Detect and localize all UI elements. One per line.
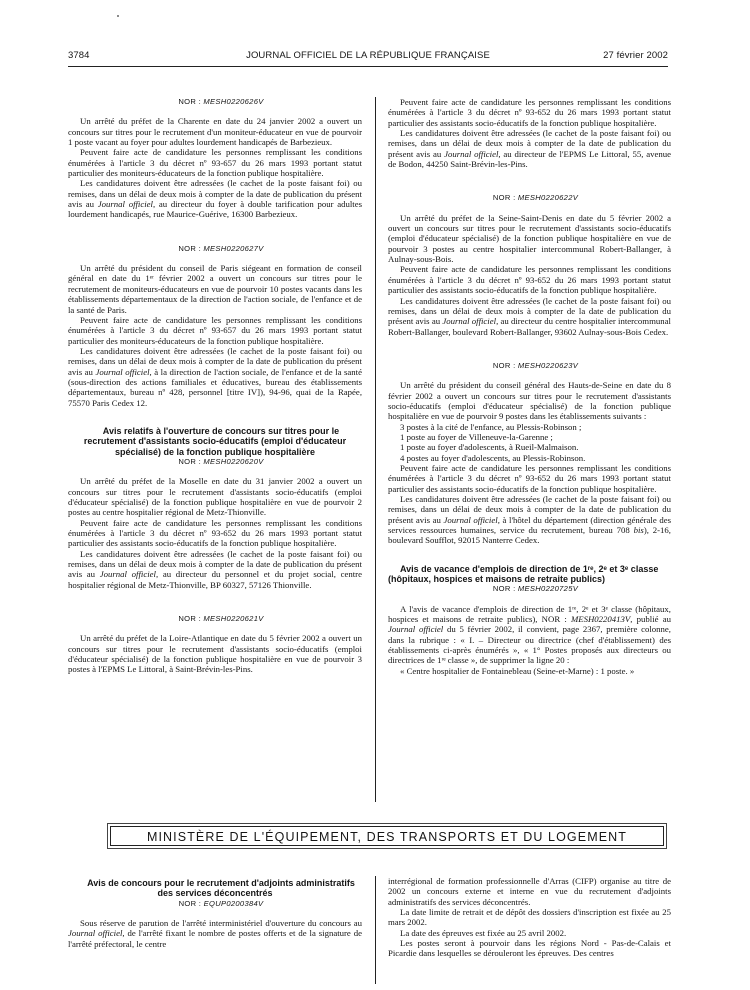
- issue-date: 27 février 2002: [603, 50, 668, 61]
- section-heading: Avis de vacance d'emplois de direction de 1ʳᵉ, 2ᵉ et 3ᵉ classe (hôpitaux, hospices et maisons de retraite publics): [388, 563, 659, 585]
- bottom-left-column: [68, 878, 362, 949]
- ministry-banner: MINISTÈRE DE L'ÉQUIPEMENT, DES TRANSPORTS ET DU LOGEMENT: [110, 826, 664, 846]
- paragraph: Les candidatures doivent être adressées (le cachet de la poste faisant foi) ou remises, dans un délai de deux mois à compter de la date de publication du présent avis au Journal officiel, au directeur du centre hospitalier intercommunal Robert-Ballanger, boulevard Robert-Ballanger, 93602 Aulnay-sous-Bois Cedex.: [388, 295, 671, 337]
- nor-reference: NOR : MESH0220725V: [492, 584, 579, 594]
- left-column: [68, 97, 362, 675]
- paragraph: Les candidatures doivent être adressées (le cachet de la poste faisant foi) ou remises, dans un délai de deux mois à compter de la date de publication du présent avis au Journal officiel, au directeur du foyer à double tarification pour adultes lourdement handicapés, rue Maurice-Guérive, 16300 Barbezieux.: [68, 178, 362, 220]
- nor-reference: NOR : MESH0220620V: [178, 456, 264, 466]
- section-heading: Avis relatifs à l'ouverture de concours sur titres pour le recrutement d'assistants socio-éducatifs (emploi d'éducateur spécialisé) de la fonction publique hospitalière: [83, 425, 347, 457]
- nor-reference: NOR : MESH0220621V: [178, 613, 264, 623]
- paragraph: Les candidatures doivent être adressées (le cachet de la poste faisant foi) ou remises, dans un délai de deux mois à compter de la date de publication du présent avis au Journal officiel, à la direction de l'action sociale, de l'enfance et de la santé (sous-direction des actions familiales et éducatives, bureau des établissements départementaux, bureau nº 428, personnel [titre IV]), 94-96, quai de la Rapée, 75570 Paris Cedex 12.: [68, 345, 362, 408]
- bottom-right-column: [388, 876, 671, 959]
- paragraph: Peuvent faire acte de candidature les personnes remplissant les conditions énumérées à l'article 3 du décret nº 93-652 du 26 mars 1993 portant statut particulier des assistants socio-éducatifs de la fonction publique hospitalière.: [68, 517, 362, 549]
- paragraph: Un arrêté du préfet de la Loire-Atlantique en date du 5 février 2002 a ouvert un concours sur titres pour le recrutement d'assistants socio-éducatifs (emploi d'éducateur spécialisé) de la fonction publique hospitalière en vue de pourvoir 3 postes à l'EPMS Le Littoral, à Saint-Brévin-les-Pins.: [68, 633, 362, 675]
- paragraph: Un arrêté du président du conseil général des Hauts-de-Seine en date du 8 février 2002 a ouvert un concours sur titres pour le recrutement d'assistants socio-éducatifs (emploi d'éducateur spécialisé) de la fonction publique hospitalière en vue de pourvoir 9 postes dans les établissements suivants :: [388, 380, 671, 422]
- paragraph: Peuvent faire acte de candidature les personnes remplissant les conditions énumérées à l'article 3 du décret nº 93-657 du 26 mars 1993 portant statut particulier des moniteurs-éducateurs de la fonction publique hospitalière.: [68, 314, 362, 346]
- column-divider: [375, 97, 376, 802]
- section-heading: Avis de concours pour le recrutement d'adjoints administratifs des services déconcentrés: [87, 878, 355, 899]
- nor-reference: NOR : MESH0220627V: [178, 243, 264, 253]
- header-rule: [68, 66, 668, 67]
- paragraph: A l'avis de vacance d'emplois de direction de 1ʳᵉ, 2ᵉ et 3ᵉ classe (hôpitaux, hospices et maisons de retraite publics), NOR : MESH0220413V, publié au Journal officiel du 5 février 2002, il convient, page 2367, première colonne, dans la rubrique : « I. – Directeur ou directrice (chef d'établissement) des établissements ci-après énumérés », « 1° Postes proposés aux directeurs ou directrices de 1ʳᵉ classe », de supprimer la ligne 20 :: [388, 603, 671, 666]
- paragraph: Peuvent faire acte de candidature les personnes remplissant les conditions énumérées à l'article 3 du décret nº 93-652 du 26 mars 1993 portant statut particulier des assistants socio-éducatifs de la fonction publique hospitalière.: [388, 97, 671, 128]
- scan-dot: [117, 15, 119, 17]
- nor-reference: NOR : EQUP0200384V: [178, 898, 264, 908]
- column-divider: [375, 876, 376, 984]
- paragraph: Peuvent faire acte de candidature les personnes remplissant les conditions énumérées à l'article 3 du décret nº 93-657 du 26 mars 1993 portant statut particulier des moniteurs-éducateurs de la fonction publique hospitalière.: [68, 147, 362, 179]
- page-number: 3784: [68, 50, 90, 61]
- paragraph: interrégional de formation professionnelle d'Arras (CIFP) organise au titre de 2002 un concours externe et interne en vue du recrutement d'adjoints administratifs des services déconcentrés.: [388, 876, 671, 907]
- paragraph: Un arrêté du président du conseil de Paris siégeant en formation de conseil général en date du 1ᵉʳ février 2002 a ouvert un concours sur titres pour le recrutement de moniteurs-éducateurs en vue de pourvoir 10 postes vacants dans les établissements départementaux de la direction de l'action sociale, de l'enfance et de la santé de Paris.: [68, 263, 362, 315]
- paragraph: Les candidatures doivent être adressées (le cachet de la poste faisant foi) ou remises, dans un délai de deux mois à compter de la date de publication du présent avis au Journal officiel, à l'hôtel du département (direction générale des services ressources humaines, service du recrutement, bureau 708 bis), 2-16, boulevard Soufflot, 92015 Nanterre Cedex.: [388, 494, 671, 546]
- right-column: [388, 97, 671, 676]
- paragraph: Peuvent faire acte de candidature les personnes remplissant les conditions énumérées à l'article 3 du décret nº 93-652 du 26 mars 1993 portant statut particulier des assistants socio-éducatifs de la fonction publique hospitalière.: [388, 264, 671, 296]
- paragraph: Un arrêté du préfet de la Seine-Saint-Denis en date du 5 février 2002 a ouvert un concours sur titres pour le recrutement d'assistants socio-éducatifs (emploi d'éducateur spécialisé) de la fonction publique hospitalière en vue de pourvoir 3 postes au centre hospitalier intercommunal Robert-Ballanger, à Aulnay-sous-Bois.: [388, 212, 671, 265]
- list-item: 1 poste au foyer d'adolescents, à Rueil-Malmaison.: [400, 442, 579, 453]
- paragraph: Les candidatures doivent être adressées (le cachet de la poste faisant foi) ou remises, dans un délai de deux mois à compter de la date de publication du présent avis au Journal officiel, au directeur de l'EPMS Le Littoral, 55, avenue de Bodon, 44250 Saint-Brévin-les-Pins.: [388, 128, 671, 170]
- nor-reference: NOR : MESH0220626V: [178, 97, 264, 106]
- journal-title: JOURNAL OFFICIEL DE LA RÉPUBLIQUE FRANÇAISE: [246, 50, 490, 61]
- nor-reference: NOR : MESH0220622V: [492, 193, 579, 203]
- paragraph: La date des épreuves est fixée au 25 avril 2002.: [400, 927, 567, 938]
- paragraph: Un arrêté du préfet de la Charente en date du 24 janvier 2002 a ouvert un concours sur titres pour le recrutement d'un moniteur-éducateur en vue de pourvoir 1 poste vacant au foyer pour adultes lourdement handicapés de Barbezieux.: [68, 116, 362, 148]
- list-item: 3 postes à la cité de l'enfance, au Plessis-Robinson ;: [400, 421, 582, 432]
- list-item: 4 postes au foyer d'adolescents, au Plessis-Robinson.: [400, 452, 586, 463]
- page-header: [68, 50, 668, 64]
- list-item: 1 poste au foyer de Villeneuve-la-Garenne ;: [400, 431, 553, 442]
- paragraph: Sous réserve de parution de l'arrêté interministériel d'ouverture du concours au Journal officiel, de l'arrêté fixant le nombre de postes offerts et de la signature de l'arrêté préfectoral, le centre: [68, 917, 362, 949]
- paragraph: La date limite de retrait et de dépôt des dossiers d'inscription est fixée au 25 mars 2002.: [388, 907, 671, 928]
- paragraph: Peuvent faire acte de candidature les personnes remplissant les conditions énumérées à l'article 3 du décret nº 93-652 du 26 mars 1993 portant statut particulier des assistants socio-éducatifs de la fonction publique hospitalière.: [388, 462, 671, 494]
- paragraph: Les candidatures doivent être adressées (le cachet de la poste faisant foi) ou remises, dans un délai de deux mois à compter de la date de publication du présent avis au Journal officiel, au directeur du personnel et du projet social, centre hospitalier régional de Metz-Thionville, BP 60327, 57126 Thionville.: [68, 548, 362, 590]
- paragraph: « Centre hospitalier de Fontainebleau (Seine-et-Marne) : 1 poste. »: [400, 665, 635, 676]
- nor-reference: NOR : MESH0220623V: [492, 360, 579, 370]
- paragraph: Un arrêté du préfet de la Moselle en date du 31 janvier 2002 a ouvert un concours sur titres pour le recrutement d'assistants socio-éducatifs (emploi d'éducateur spécialisé) de la fonction publique hospitalière en vue de pourvoir 2 postes au centre hospitalier régional de Metz-Thionville.: [68, 476, 362, 518]
- paragraph: Les postes seront à pourvoir dans les régions Nord - Pas-de-Calais et Picardie dans lesquelles se dérouleront les épreuves. Des centres: [388, 938, 671, 959]
